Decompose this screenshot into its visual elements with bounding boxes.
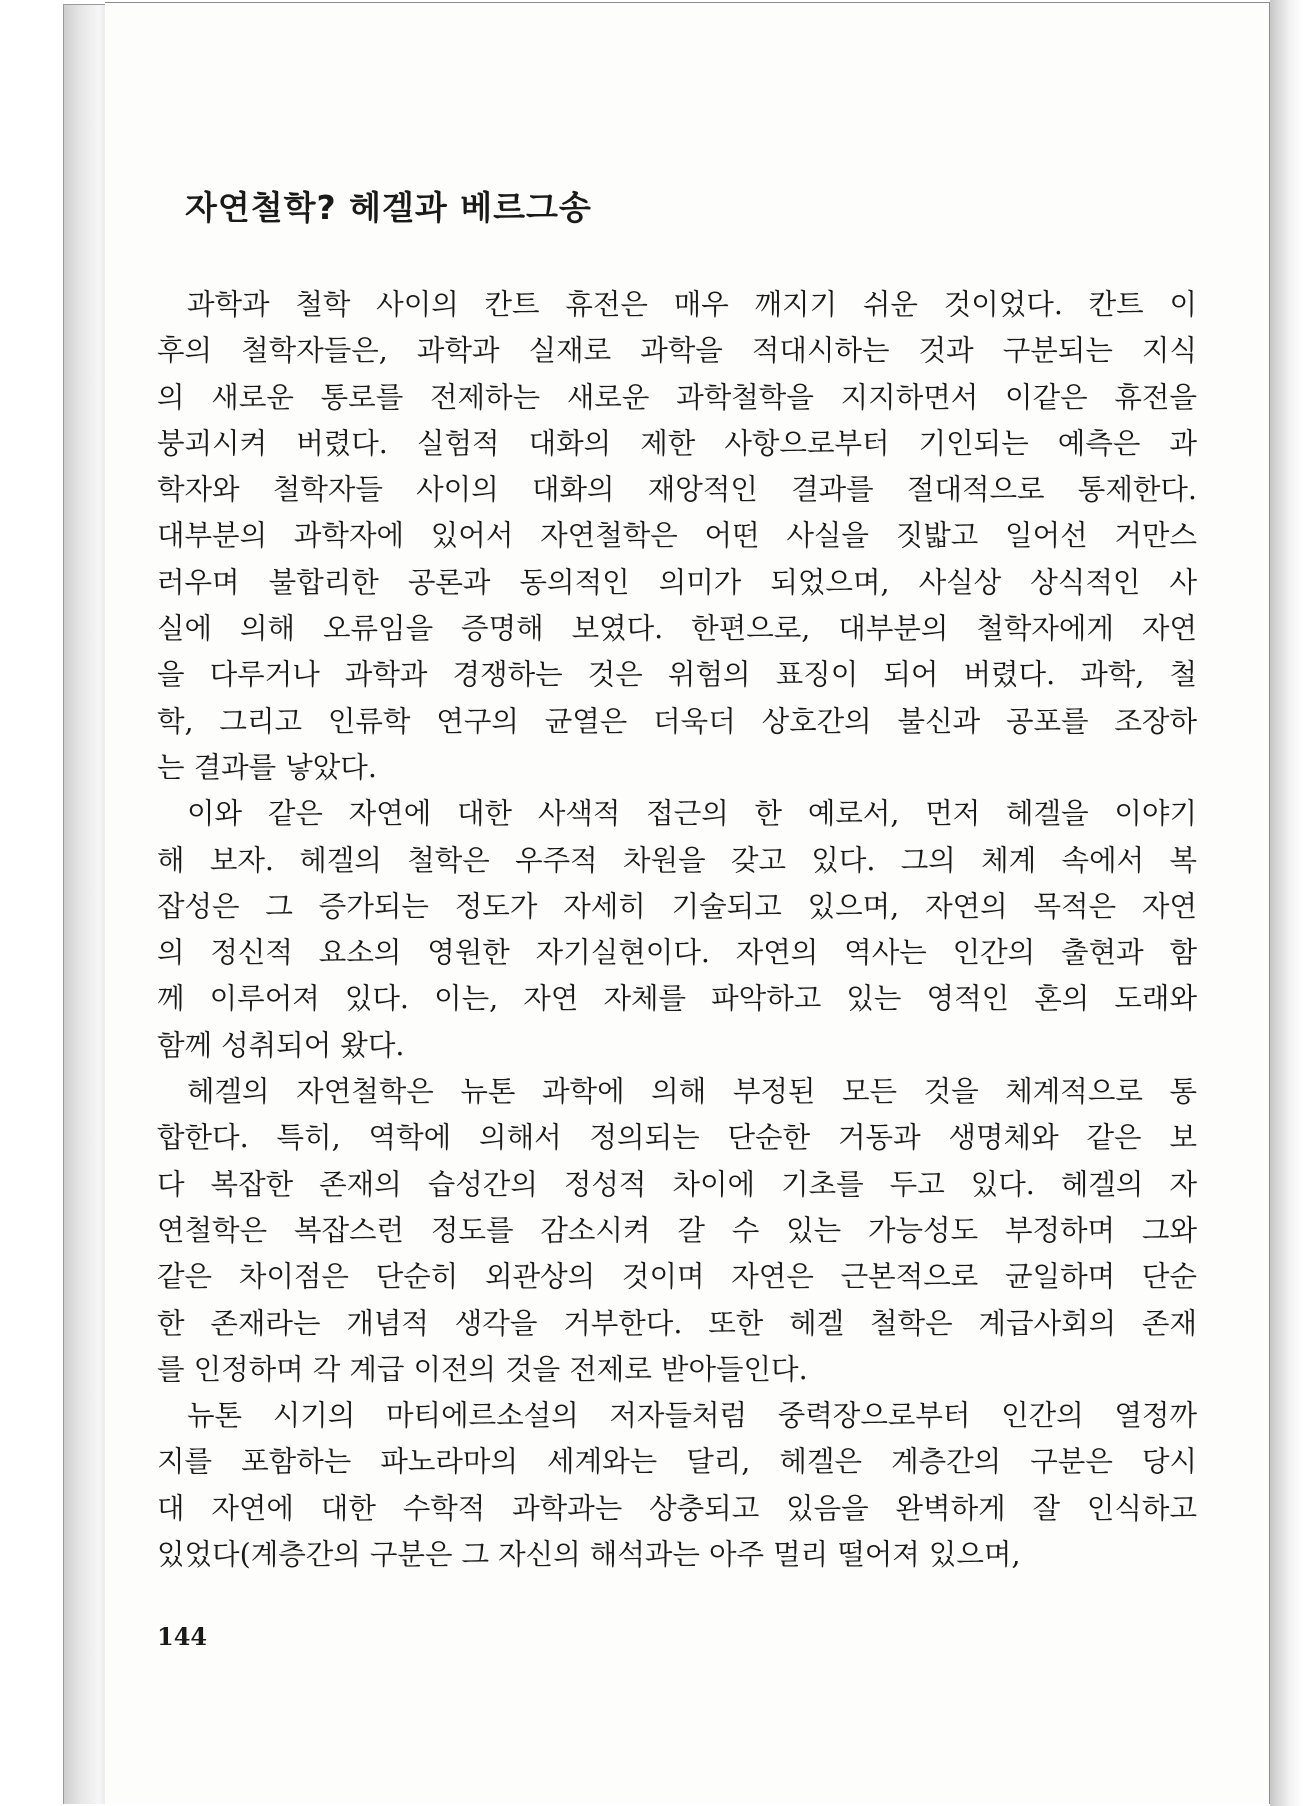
section-title: 자연철학? 헤겔과 베르그송: [185, 188, 592, 227]
text-line: 한 존재라는 개념적 생각을 거부한다. 또한 헤겔 철학은 계급사회의 존재: [157, 1306, 1197, 1340]
text-line: 연철학은 복잡스런 정도를 감소시켜 갈 수 있는 가능성도 부정하며 그와: [157, 1213, 1197, 1247]
text-line: 는 결과를 낳았다.: [157, 750, 377, 784]
text-line: 후의 철학자들은, 과학과 실재로 과학을 적대시하는 것과 구분되는 지식: [157, 334, 1197, 368]
text-line: 잡성은 그 증가되는 정도가 자세히 기술되고 있으며, 자연의 목적은 자연: [157, 889, 1197, 923]
text-line: 러우며 불합리한 공론과 동의적인 의미가 되었으며, 사실상 상식적인 사: [157, 565, 1197, 599]
text-line: 실에 의해 오류임을 증명해 보였다. 한편으로, 대부분의 철학자에게 자연: [157, 612, 1197, 646]
text-line: 합한다. 특히, 역학에 의해서 정의되는 단순한 거동과 생명체와 같은 보: [157, 1121, 1197, 1155]
text-line: 같은 차이점은 단순히 외관상의 것이며 자연은 근본적으로 균일하며 단순: [157, 1260, 1197, 1294]
text-line: 의 정신적 요소의 영원한 자기실현이다. 자연의 역사는 인간의 출현과 함: [157, 936, 1197, 970]
text-line: 해 보자. 헤겔의 철학은 우주적 차원을 갖고 있다. 그의 체계 속에서 복: [157, 843, 1197, 877]
text-line: 헤겔의 자연철학은 뉴톤 과학에 의해 부정된 모든 것을 체계적으로 통: [187, 1075, 1197, 1109]
body-text: [157, 282, 1197, 1578]
text-line: 을 다루거나 과학과 경쟁하는 것은 위험의 표징이 되어 버렸다. 과학, 철: [157, 658, 1197, 692]
text-line: 대부분의 과학자에 있어서 자연철학은 어떤 사실을 짓밟고 일어선 거만스: [157, 519, 1197, 553]
text-line: 뉴톤 시기의 마티에르소설의 저자들처럼 중력장으로부터 인간의 열정까: [187, 1399, 1197, 1433]
text-line: 께 이루어져 있다. 이는, 자연 자체를 파악하고 있는 영적인 혼의 도래와: [157, 982, 1197, 1016]
text-line: 다 복잡한 존재의 습성간의 정성적 차이에 기초를 두고 있다. 헤겔의 자: [157, 1167, 1197, 1201]
text-line: 과학과 철학 사이의 칸트 휴전은 매우 깨지기 쉬운 것이었다. 칸트 이: [187, 288, 1197, 321]
page-shadow: [1270, 0, 1303, 1806]
text-line: 대 자연에 대한 수학적 과학과는 상충되고 있음을 완벽하게 잘 인식하고: [157, 1491, 1197, 1525]
text-line: 붕괴시켜 버렸다. 실험적 대화의 제한 사항으로부터 기인되는 예측은 과: [157, 426, 1197, 460]
text-line: 함께 성취되어 왔다.: [157, 1028, 405, 1062]
page-stack-edge: [63, 4, 105, 1804]
text-line: 이와 같은 자연에 대한 사색적 접근의 한 예로서, 먼저 헤겔을 이야기: [187, 797, 1197, 831]
text-line: 학자와 철학자들 사이의 대화의 재앙적인 결과를 절대적으로 통제한다.: [157, 473, 1197, 507]
page-number: 144: [157, 1622, 208, 1651]
text-line: 있었다(계층간의 구분은 그 자신의 해석과는 아주 멀리 떨어져 있으며,: [157, 1538, 1021, 1572]
text-line: 학, 그리고 인류학 연구의 균열은 더욱더 상호간의 불신과 공포를 조장하: [157, 704, 1197, 738]
text-line: 지를 포함하는 파노라마의 세계와는 달리, 헤겔은 계층간의 구분은 당시: [157, 1445, 1197, 1479]
text-line: 의 새로운 통로를 전제하는 새로운 과학철학을 지지하면서 이같은 휴전을: [157, 380, 1197, 414]
text-line: 를 인정하며 각 계급 이전의 것을 전제로 받아들인다.: [157, 1352, 808, 1386]
